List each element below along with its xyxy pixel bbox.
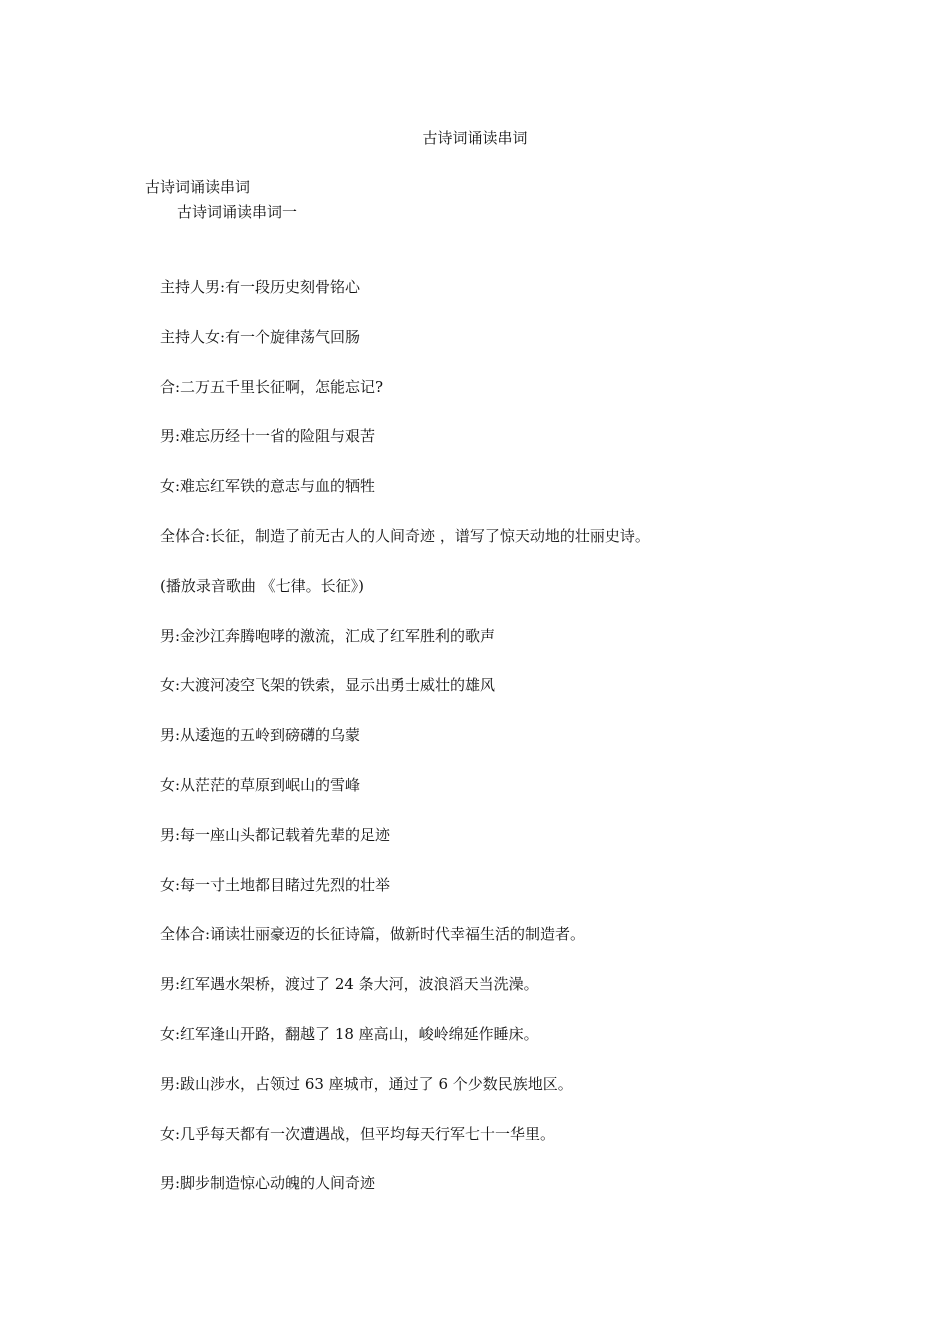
script-line: (播放录音歌曲 《七律。长征》) <box>160 576 364 595</box>
script-lines <box>160 277 900 1223</box>
script-line: 主持人男:有一段历史刻骨铭心 <box>160 278 361 296</box>
script-line: 女:大渡河凌空飞架的铁索，显示出勇士威壮的雄风 <box>160 676 496 695</box>
script-line: 全体合:长征，制造了前无古人的人间奇迹 ，谱写了惊天动地的壮丽史诗。 <box>160 526 650 545</box>
script-line: 男:金沙江奔腾咆哮的激流，汇成了红军胜利的歌声 <box>160 626 496 645</box>
script-line: 男:每一座山头都记载着先辈的足迹 <box>160 825 391 844</box>
script-line: 女:每一寸土地都目睹过先烈的壮举 <box>160 875 391 894</box>
script-line: 女:难忘红军铁的意志与血的牺牲 <box>160 477 376 496</box>
script-line: 主持人女:有一个旋律荡气回肠 <box>160 327 361 346</box>
script-line: 女:从茫茫的草原到岷山的雪峰 <box>160 775 361 794</box>
document-title: 古诗词诵读串词 <box>422 129 528 147</box>
script-line: 合:二万五千里长征啊，怎能忘记? <box>160 377 384 396</box>
script-line: 男:从逶迤的五岭到磅礴的乌蒙 <box>160 726 361 745</box>
script-line: 男:跋山涉水，占领过 63 座城市，通过了 6 个少数民族地区。 <box>160 1074 573 1093</box>
section-title: 古诗词诵读串词 <box>145 178 251 196</box>
script-line: 男:红军遇水架桥，渡过了 24 条大河，波浪滔天当洗澡。 <box>160 975 539 994</box>
script-line: 男:难忘历经十一省的险阻与艰苦 <box>160 427 376 446</box>
subtitle: 古诗词诵读串词一 <box>177 203 298 221</box>
script-line: 全体合:诵读壮丽豪迈的长征诗篇，做新时代幸福生活的制造者。 <box>160 925 586 944</box>
script-line: 女:红军逢山开路，翻越了 18 座高山，峻岭绵延作睡床。 <box>160 1024 539 1043</box>
script-line: 男:脚步制造惊心动魄的人间奇迹 <box>160 1174 376 1193</box>
script-line: 女:几乎每天都有一次遭遇战，但平均每天行军七十一华里。 <box>160 1124 556 1143</box>
